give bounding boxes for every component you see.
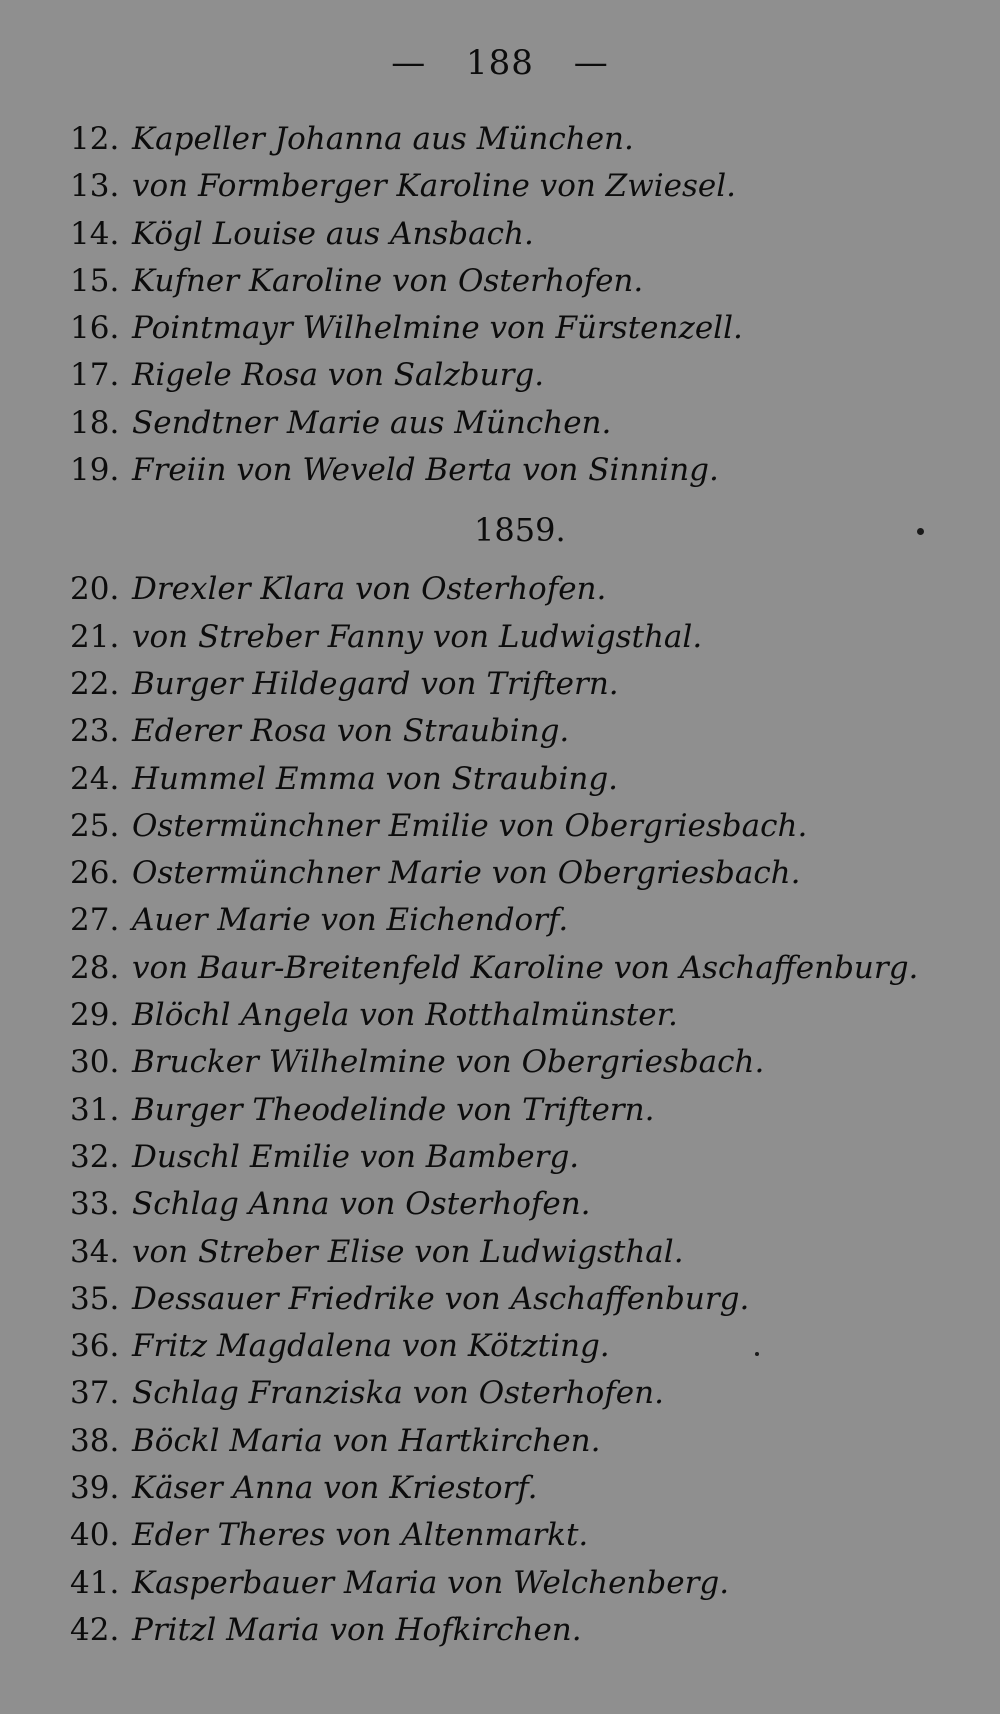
list-item: [70, 756, 970, 803]
entry-number: 39.: [70, 1470, 120, 1507]
list-item: [70, 1181, 970, 1228]
list-item: [70, 661, 970, 708]
entry-text: von Streber Elise von Ludwigsthal.: [132, 1233, 684, 1270]
entry-text: Dessauer Friedrike von Aschaffenburg.: [132, 1280, 750, 1317]
entry-number: 38.: [70, 1422, 120, 1459]
entry-text: Blöchl Angela von Rotthalmünster.: [132, 997, 678, 1034]
list-item: [70, 352, 970, 399]
list-item: [70, 1276, 970, 1323]
entry-text: Schlag Franziska von Osterhofen.: [132, 1375, 664, 1412]
list-item: [70, 258, 970, 305]
list-item: [70, 1607, 970, 1654]
entry-group-1: [70, 116, 970, 494]
entry-number: 15.: [70, 262, 120, 299]
list-item: [70, 708, 970, 755]
entry-text: Fritz Magdalena von Kötzting.: [132, 1328, 610, 1365]
entry-number: 18.: [70, 404, 120, 441]
entry-text: Kasperbauer Maria von Welchenberg.: [132, 1564, 730, 1601]
entry-text: Drexler Klara von Osterhofen.: [132, 571, 607, 608]
list-item: [70, 850, 970, 897]
entry-text: Rigele Rosa von Salzburg.: [132, 357, 545, 394]
year-heading: 1859.: [474, 511, 566, 550]
entry-text: von Streber Fanny von Ludwigsthal.: [132, 618, 703, 655]
entry-text: Pritzl Maria von Hofkirchen.: [132, 1611, 582, 1648]
entry-number: 17.: [70, 357, 120, 394]
entry-text: Ostermünchner Emilie von Obergriesbach.: [132, 807, 808, 844]
entry-number: 21.: [70, 618, 120, 655]
entry-number: 30.: [70, 1044, 120, 1081]
list-item: [70, 400, 970, 447]
list-item: [70, 803, 970, 850]
entry-number: 25.: [70, 807, 120, 844]
list-item: [70, 897, 970, 944]
list-item: [70, 1323, 970, 1370]
entry-number: 24.: [70, 760, 120, 797]
entry-number: 16.: [70, 310, 120, 347]
entry-number: 20.: [70, 571, 120, 608]
entry-text: Käser Anna von Kriestorf.: [132, 1470, 538, 1507]
entry-text: Böckl Maria von Hartkirchen.: [132, 1422, 601, 1459]
entry-text: Ederer Rosa von Straubing.: [132, 713, 570, 750]
entry-text: Hummel Emma von Straubing.: [132, 760, 619, 797]
list-item: [70, 1418, 970, 1465]
entry-number: 42.: [70, 1611, 120, 1648]
entry-text: Schlag Anna von Osterhofen.: [132, 1186, 591, 1223]
list-item: [70, 1087, 970, 1134]
list-item: [70, 1134, 970, 1181]
entry-number: 31.: [70, 1091, 120, 1128]
entry-text: Pointmayr Wilhelmine von Fürstenzell.: [132, 310, 743, 347]
entry-text: von Baur-Breitenfeld Karoline von Aschaffenburg.: [132, 949, 919, 986]
header-dash-right: —: [573, 43, 609, 83]
entry-number: 14.: [70, 215, 120, 252]
list-item: [70, 447, 970, 494]
entry-number: 28.: [70, 949, 120, 986]
entry-number: 40.: [70, 1517, 120, 1554]
entry-text: Burger Theodelinde von Triftern.: [132, 1091, 655, 1128]
entry-number: 36.: [70, 1328, 120, 1365]
entry-text: Kufner Karoline von Osterhofen.: [132, 262, 644, 299]
entry-number: 34.: [70, 1233, 120, 1270]
entry-group-2: [70, 566, 970, 1654]
entry-number: 26.: [70, 855, 120, 892]
entry-number: 37.: [70, 1375, 120, 1412]
entry-text: Ostermünchner Marie von Obergriesbach.: [132, 855, 801, 892]
entry-text: Sendtner Marie aus München.: [132, 404, 612, 441]
entry-number: 19.: [70, 452, 120, 489]
entry-number: 12.: [70, 121, 120, 157]
entry-number: 23.: [70, 713, 120, 750]
list-item: [70, 1229, 970, 1276]
list-item: [70, 1370, 970, 1417]
page-header: [0, 38, 1000, 88]
entry-text: Brucker Wilhelmine von Obergriesbach.: [132, 1044, 765, 1081]
list-item: [70, 992, 970, 1039]
list-item: [70, 1039, 970, 1086]
entry-number: 13.: [70, 168, 120, 205]
entry-text: Freiin von Weveld Berta von Sinning.: [132, 452, 719, 489]
entry-number: 41.: [70, 1564, 120, 1601]
page-number: 188: [466, 43, 534, 83]
entry-text: Duschl Emilie von Bamberg.: [132, 1138, 580, 1175]
entry-text: Burger Hildegard von Triftern.: [132, 665, 619, 702]
entry-list: [70, 116, 970, 1654]
entry-number: 32.: [70, 1138, 120, 1175]
list-item: [70, 614, 970, 661]
list-item: [70, 305, 970, 352]
entry-text: Kögl Louise aus Ansbach.: [132, 215, 534, 252]
list-item: [70, 1560, 970, 1607]
entry-number: 22.: [70, 665, 120, 702]
list-item: [70, 1465, 970, 1512]
list-item: [70, 945, 970, 992]
header-dash-left: —: [391, 43, 427, 83]
entry-number: 27.: [70, 902, 120, 939]
entry-number: 35.: [70, 1280, 120, 1317]
list-item: [70, 211, 970, 258]
entry-number: 29.: [70, 997, 120, 1034]
list-item: [70, 1512, 970, 1559]
list-item: [70, 566, 970, 613]
entry-text: Auer Marie von Eichendorf.: [132, 902, 569, 939]
scan-speck: [917, 528, 924, 535]
list-item: [70, 163, 970, 210]
entry-text: von Formberger Karoline von Zwiesel.: [132, 168, 737, 205]
entry-number: 33.: [70, 1186, 120, 1223]
scan-speck: [755, 1352, 759, 1356]
list-item: [70, 116, 970, 163]
entry-text: Kapeller Johanna aus München.: [132, 121, 634, 157]
entry-text: Eder Theres von Altenmarkt.: [132, 1517, 589, 1554]
